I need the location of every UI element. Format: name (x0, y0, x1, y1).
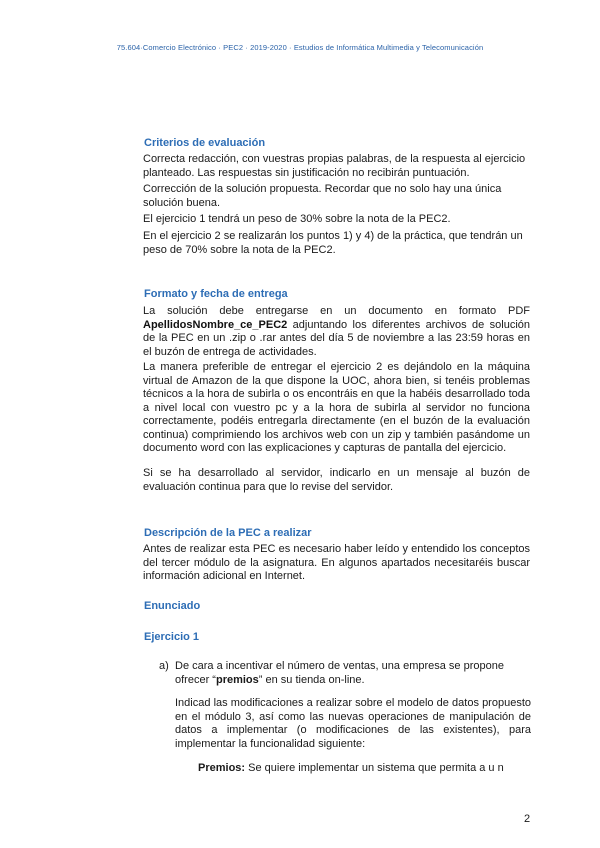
heading-ejercicio-1: Ejercicio 1 (144, 631, 200, 643)
descripcion-paragraph: Antes de realizar esta PEC es necesario haber leído y entendido los conceptos del tercer módulo de la asignatura. En algunos apartados necesitaréis buscar información adicional en Internet. (143, 543, 530, 582)
running-header: 75.604·Comercio Electrónico · PEC2 · 2019-2020 · Estudios de Informática Multimedia y Telecomunicación (116, 43, 484, 52)
heading-enunciado: Enunciado (144, 600, 201, 612)
heading-formato: Formato y fecha de entrega (144, 288, 288, 300)
criterios-paragraph-1: Correcta redacción, con vuestras propias palabras, de la respuesta al ejercicio planteado. Las respuestas sin justificación no recibirán puntuación. (143, 153, 526, 179)
filename-bold: ApellidosNombre_ce_PEC2 (143, 318, 288, 331)
criterios-paragraph-2: Corrección de la solución propuesta. Recordar que no solo hay una única solución buena. (143, 183, 502, 209)
ejercicio1-premios-paragraph: Premios: Se quiere implementar un sistema que permita a u n (198, 762, 504, 774)
criterios-paragraph-4: En el ejercicio 2 se realizarán los puntos 1) y 4) de la práctica, que tendrán un peso de 70% sobre la nota de la PEC2. (143, 230, 523, 256)
premios-bold: premios (215, 673, 259, 686)
formato-paragraph-3: Si se ha desarrollado al servidor, indicarlo en un mensaje al buzón de evaluación continua para que lo revise del servidor. (143, 467, 530, 493)
criterios-paragraph-3: El ejercicio 1 tendrá un peso de 30% sobre la nota de la PEC2. (143, 213, 451, 225)
formato-paragraph-2: La manera preferible de entregar el ejercicio 2 es dejándolo en la máquina virtual de Amazon de la que dispone la UOC, ahora bien, si tenéis problemas técnicos a la hora de subirla o os encontráis en que la habéis desarrollado toda a nivel local con vuestro pc y a la hora de subirla al servidor no funciona correctamente, podéis entregarla directamente (en el buzón de la evaluación continua) comprimiendo los archivos web con un zip y también pasándome un documento word con las explicaciones y capturas de pantalla del ejercicio. (143, 361, 530, 454)
heading-criterios: Criterios de evaluación (144, 137, 266, 149)
ejercicio1-paragraph: Indicad las modificaciones a realizar sobre el modelo de datos propuesto en el módulo 3, así como las nuevas operaciones de manipulación de datos a implementar (o modificaciones de las existentes), para implementar la funcionalidad siguiente: (175, 697, 531, 750)
page-number: 2 (524, 813, 531, 825)
formato-paragraph-1: La solución debe entregarse en un documento en formato PDF ApellidosNombre_ce_PEC2 adjuntando los diferentes archivos de solución de la PEC en un .zip o .rar antes del día 5 de noviembre a las 23:59 horas en el buzón de entrega de actividades. (143, 305, 530, 358)
heading-descripcion: Descripción de la PEC a realizar (144, 527, 312, 539)
ejercicio1-item-a: De cara a incentivar el número de ventas, una empresa se propone ofrecer “premios” en su tienda on-line. (175, 660, 504, 686)
list-marker-a: a) (159, 660, 169, 672)
premios-label: Premios: (198, 762, 246, 774)
